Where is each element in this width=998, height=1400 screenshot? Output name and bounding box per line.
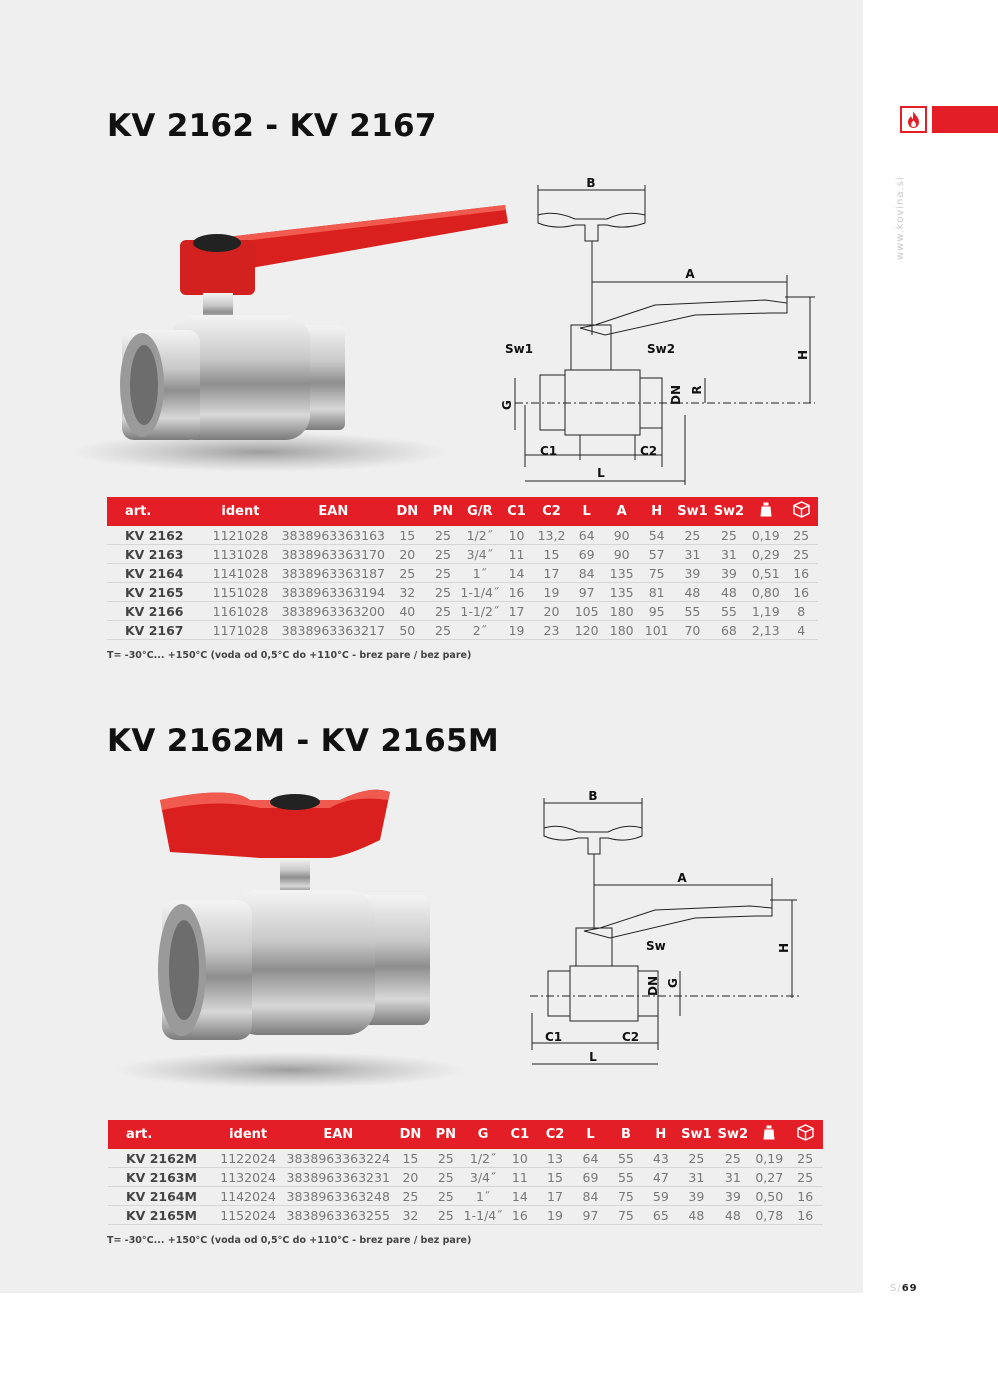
table-cell: 1171028 xyxy=(203,621,277,640)
table-cell: 1121028 xyxy=(203,526,277,545)
table-cell: 1˝ xyxy=(460,564,499,583)
table-cell: 57 xyxy=(639,545,674,564)
weight-icon xyxy=(760,502,772,517)
table-cell: 32 xyxy=(389,583,426,602)
table-cell: 0,78 xyxy=(751,1206,787,1225)
column-header: G/R xyxy=(467,504,493,519)
table-cell: 81 xyxy=(639,583,674,602)
table-cell: 1161028 xyxy=(203,602,277,621)
table-cell: 3838963363187 xyxy=(278,564,389,583)
drawing-label-c2: C2 xyxy=(640,444,658,458)
page-number xyxy=(890,1283,918,1294)
table-cell: 3838963363170 xyxy=(278,545,389,564)
table-cell: 97 xyxy=(573,1206,608,1225)
article-cell: KV 2164M xyxy=(108,1187,213,1206)
column-header: EAN xyxy=(318,504,349,519)
table-cell: 25 xyxy=(426,621,461,640)
drawing-label-g: G xyxy=(666,978,680,988)
table-cell: 0,51 xyxy=(747,564,784,583)
drawing-label-sw2: Sw2 xyxy=(647,342,676,356)
drawing-label-r: R xyxy=(690,385,704,395)
table-cell: 25 xyxy=(426,602,461,621)
table-cell: 1˝ xyxy=(464,1187,503,1206)
column-header: EAN xyxy=(323,1127,354,1142)
website-url: www.kovina.si xyxy=(895,176,906,260)
table-cell: 15 xyxy=(389,526,426,545)
table-cell: 75 xyxy=(639,564,674,583)
table-cell: 11 xyxy=(499,545,534,564)
table-cell: 1152024 xyxy=(213,1206,284,1225)
table-cell: 14 xyxy=(503,1187,538,1206)
table-cell: 0,80 xyxy=(747,583,784,602)
table-cell: 3838963363200 xyxy=(278,602,389,621)
table-header-row xyxy=(107,497,818,526)
table-cell: 17 xyxy=(534,564,569,583)
column-header: B xyxy=(620,1127,631,1142)
table-cell: 25 xyxy=(787,1149,823,1168)
table-cell: 1132024 xyxy=(213,1168,284,1187)
table-cell: 97 xyxy=(569,583,604,602)
table-cell: 17 xyxy=(537,1187,573,1206)
table-cell: 120 xyxy=(569,621,604,640)
column-header: C1 xyxy=(510,1127,530,1142)
drawing-label-h: H xyxy=(796,349,810,361)
table-cell: 39 xyxy=(711,564,747,583)
table-cell: 101 xyxy=(639,621,674,640)
table-cell: 25 xyxy=(426,583,461,602)
column-header: H xyxy=(655,1127,667,1142)
column-header: Sw1 xyxy=(681,1127,712,1142)
table-cell: 95 xyxy=(639,602,674,621)
column-header: G xyxy=(477,1127,489,1142)
drawing-label-dn: DN xyxy=(669,384,683,406)
table-row xyxy=(108,1168,823,1187)
table-body xyxy=(108,1149,823,1225)
column-header: C1 xyxy=(507,504,526,519)
table-cell: 48 xyxy=(715,1206,752,1225)
table-cell: 3/4˝ xyxy=(464,1168,503,1187)
table-cell: 13 xyxy=(537,1149,573,1168)
table-cell: 19 xyxy=(534,583,569,602)
table-cell: 55 xyxy=(711,602,747,621)
page-number-value: 69 xyxy=(901,1283,918,1294)
table-cell: 8 xyxy=(784,602,818,621)
table-cell: 1,19 xyxy=(747,602,784,621)
table-cell: 23 xyxy=(534,621,569,640)
package-column-header xyxy=(787,1120,823,1149)
table-row xyxy=(107,564,818,583)
drawing-label-c2: C2 xyxy=(622,1030,640,1044)
side-column xyxy=(863,0,998,1293)
table-row xyxy=(107,526,818,545)
column-header: ident xyxy=(229,1127,268,1142)
table-cell: 25 xyxy=(393,1187,428,1206)
table-cell: 1131028 xyxy=(203,545,277,564)
ball-valve-lever-photo xyxy=(60,185,515,485)
table-cell: 31 xyxy=(715,1168,752,1187)
column-header: Sw2 xyxy=(713,504,745,519)
table-cell: 16 xyxy=(784,583,818,602)
table-cell: 20 xyxy=(393,1168,428,1187)
table-cell: 135 xyxy=(604,564,639,583)
column-header: DN xyxy=(399,1127,422,1142)
table-cell: 31 xyxy=(711,545,747,564)
drawing-label-a: A xyxy=(685,267,695,281)
article-cell: KV 2163 xyxy=(107,545,203,564)
table-cell: 25 xyxy=(426,526,461,545)
table-cell: 25 xyxy=(784,526,818,545)
drawing-label-h: H xyxy=(777,942,791,954)
category-badge xyxy=(900,106,927,133)
table-cell: 25 xyxy=(426,545,461,564)
table-cell: 1122024 xyxy=(213,1149,284,1168)
table-cell: 10 xyxy=(499,526,534,545)
column-header: ident xyxy=(221,504,260,519)
table-cell: 1-1/4˝ xyxy=(463,1207,503,1223)
flame-icon xyxy=(905,110,922,129)
article-cell: KV 2166 xyxy=(107,602,203,621)
table-row xyxy=(108,1149,823,1168)
box-icon xyxy=(793,501,810,518)
technical-drawing-2 xyxy=(520,788,810,1068)
column-header: art. xyxy=(125,504,152,519)
box-icon xyxy=(797,1124,814,1141)
article-cell: KV 2162 xyxy=(107,526,203,545)
table-cell: 3838963363194 xyxy=(278,583,389,602)
table-cell: 50 xyxy=(389,621,426,640)
column-header: A xyxy=(616,504,627,519)
ball-valve-butterfly-photo xyxy=(100,780,500,1095)
table-cell: 1142024 xyxy=(213,1187,284,1206)
table-cell: 3838963363255 xyxy=(283,1206,393,1225)
table-cell: 39 xyxy=(715,1187,752,1206)
article-cell: KV 2164 xyxy=(107,564,203,583)
table-cell: 135 xyxy=(604,583,639,602)
table-cell: 0,19 xyxy=(751,1149,787,1168)
table-cell: 25 xyxy=(428,1206,464,1225)
table-cell: 47 xyxy=(644,1168,678,1187)
article-cell: KV 2162M xyxy=(108,1149,213,1168)
table-cell: 15 xyxy=(534,545,569,564)
drawing-label-b: B xyxy=(588,789,598,803)
table-row xyxy=(107,545,818,564)
table-cell: 1-1/2˝ xyxy=(460,603,500,619)
table-cell: 54 xyxy=(639,526,674,545)
table-cell: 64 xyxy=(569,526,604,545)
column-header: DN xyxy=(396,504,419,519)
table-cell: 180 xyxy=(604,602,639,621)
table-cell: 90 xyxy=(604,545,639,564)
table-cell: 16 xyxy=(787,1187,823,1206)
section-title-1: KV 2162 - KV 2167 xyxy=(107,108,437,144)
article-cell: KV 2167 xyxy=(107,621,203,640)
table-cell: 25 xyxy=(711,526,747,545)
section-tab xyxy=(932,106,998,133)
temperature-note-1: T= -30°C... +150°C (voda od 0,5°C do +110°C - brez pare / bez pare) xyxy=(107,650,472,661)
column-header: L xyxy=(586,1127,595,1142)
table-cell: 84 xyxy=(573,1187,608,1206)
table-cell: 180 xyxy=(604,621,639,640)
article-cell: KV 2165 xyxy=(107,583,203,602)
weight-icon xyxy=(763,1125,775,1140)
table-cell: 31 xyxy=(674,545,710,564)
drawing-label-l: L xyxy=(589,1050,597,1064)
table-cell: 64 xyxy=(573,1149,608,1168)
drawing-label-dn: DN xyxy=(646,975,660,997)
table-cell: 31 xyxy=(678,1168,715,1187)
table-cell: 84 xyxy=(569,564,604,583)
weight-column-header xyxy=(751,1120,787,1149)
table-row xyxy=(108,1206,823,1225)
page-number-prefix: S/ xyxy=(890,1283,902,1294)
table-cell: 3/4˝ xyxy=(460,545,499,564)
drawing-label-b: B xyxy=(586,176,596,190)
package-column-header xyxy=(784,497,818,526)
table-cell: 3838963363248 xyxy=(283,1187,393,1206)
table-cell: 1-1/4˝ xyxy=(460,584,500,600)
table-cell: 55 xyxy=(608,1168,643,1187)
table-cell: 1/2˝ xyxy=(464,1149,503,1168)
table-cell: 48 xyxy=(678,1206,715,1225)
table-cell: 75 xyxy=(608,1206,643,1225)
table-cell: 16 xyxy=(787,1206,823,1225)
table-cell: 19 xyxy=(537,1206,573,1225)
table-cell: 25 xyxy=(426,564,461,583)
table-cell: 13,2 xyxy=(534,526,569,545)
table-row xyxy=(107,621,818,640)
temperature-note-2: T= -30°C... +150°C (voda od 0,5°C do +110°C - brez pare / bez pare) xyxy=(107,1235,472,1246)
section-title-2: KV 2162M - KV 2165M xyxy=(107,723,500,759)
table-cell: 15 xyxy=(393,1149,428,1168)
table-cell: 65 xyxy=(644,1206,678,1225)
table-cell: 43 xyxy=(644,1149,678,1168)
drawing-label-sw: Sw xyxy=(646,939,666,953)
table-cell: 15 xyxy=(537,1168,573,1187)
table-cell: 0,27 xyxy=(751,1168,787,1187)
table-cell: 0,50 xyxy=(751,1187,787,1206)
table-cell: 20 xyxy=(534,602,569,621)
table-cell: 25 xyxy=(428,1168,464,1187)
table-cell: 48 xyxy=(711,583,747,602)
weight-column-header xyxy=(747,497,784,526)
table-cell: 48 xyxy=(674,583,710,602)
table-cell: 16 xyxy=(499,583,534,602)
column-header: H xyxy=(651,504,663,519)
table-cell: 11 xyxy=(503,1168,538,1187)
table-cell: 25 xyxy=(678,1149,715,1168)
table-cell: 2˝ xyxy=(460,621,499,640)
table-cell: 105 xyxy=(569,602,604,621)
table-cell: 25 xyxy=(389,564,426,583)
drawing-label-a: A xyxy=(677,871,687,885)
table-row xyxy=(107,583,818,602)
table-cell: 32 xyxy=(393,1206,428,1225)
table-body xyxy=(107,526,818,640)
table-cell: 1/2˝ xyxy=(460,526,499,545)
table-cell: 1141028 xyxy=(203,564,277,583)
table-cell: 69 xyxy=(569,545,604,564)
article-cell: KV 2165M xyxy=(108,1206,213,1225)
table-cell: 2,13 xyxy=(747,621,784,640)
column-header: C2 xyxy=(545,1127,565,1142)
column-header: Sw2 xyxy=(717,1127,749,1142)
column-header: C2 xyxy=(542,504,561,519)
table-cell: 59 xyxy=(644,1187,678,1206)
table-cell: 0,29 xyxy=(747,545,784,564)
technical-drawing-1 xyxy=(495,175,825,485)
table-header-row xyxy=(108,1120,823,1149)
table-cell: 25 xyxy=(784,545,818,564)
table-cell: 69 xyxy=(573,1168,608,1187)
table-cell: 55 xyxy=(674,602,710,621)
table-cell: 25 xyxy=(428,1187,464,1206)
table-cell: 10 xyxy=(503,1149,538,1168)
table-cell: 55 xyxy=(608,1149,643,1168)
drawing-label-c1: C1 xyxy=(545,1030,563,1044)
table-cell: 39 xyxy=(678,1187,715,1206)
table-cell: 20 xyxy=(389,545,426,564)
column-header: PN xyxy=(432,504,454,519)
table-cell: 17 xyxy=(499,602,534,621)
table-cell: 68 xyxy=(711,621,747,640)
table-cell: 14 xyxy=(499,564,534,583)
table-cell: 19 xyxy=(499,621,534,640)
table-cell: 25 xyxy=(787,1168,823,1187)
table-cell: 39 xyxy=(674,564,710,583)
column-header: Sw1 xyxy=(677,504,708,519)
table-cell: 70 xyxy=(674,621,710,640)
table-row xyxy=(107,602,818,621)
table-cell: 90 xyxy=(604,526,639,545)
table-cell: 3838963363231 xyxy=(283,1168,393,1187)
spec-table-1 xyxy=(107,497,818,640)
table-cell: 25 xyxy=(715,1149,752,1168)
spec-table-2 xyxy=(108,1120,823,1225)
drawing-label-sw1: Sw1 xyxy=(505,342,534,356)
table-cell: 3838963363163 xyxy=(278,526,389,545)
table-row xyxy=(108,1187,823,1206)
drawing-label-c1: C1 xyxy=(540,444,558,458)
table-cell: 4 xyxy=(784,621,818,640)
table-cell: 3838963363217 xyxy=(278,621,389,640)
table-cell: 25 xyxy=(674,526,710,545)
column-header: PN xyxy=(435,1127,456,1142)
table-cell: 16 xyxy=(784,564,818,583)
drawing-label-l: L xyxy=(597,466,605,480)
table-cell: 25 xyxy=(428,1149,464,1168)
table-cell: 0,19 xyxy=(747,526,784,545)
table-cell: 40 xyxy=(389,602,426,621)
article-cell: KV 2163M xyxy=(108,1168,213,1187)
table-cell: 1151028 xyxy=(203,583,277,602)
column-header: L xyxy=(582,504,591,519)
drawing-label-g: G xyxy=(500,400,514,410)
table-cell: 16 xyxy=(503,1206,538,1225)
table-cell: 3838963363224 xyxy=(283,1149,393,1168)
column-header: art. xyxy=(126,1127,153,1142)
table-cell: 75 xyxy=(608,1187,643,1206)
